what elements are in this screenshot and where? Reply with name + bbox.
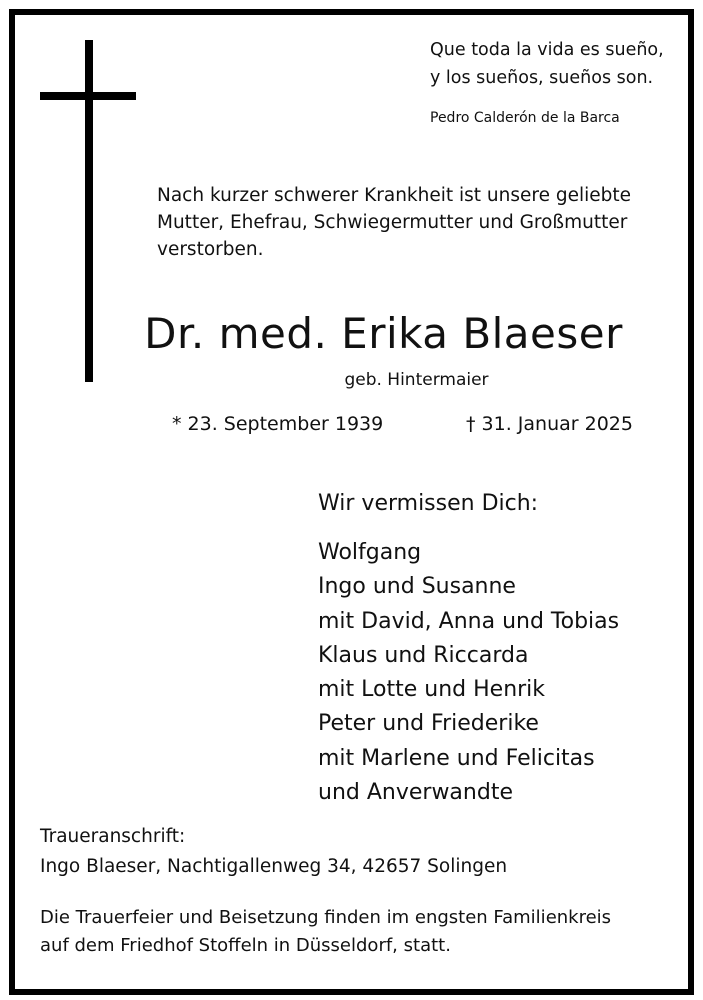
death-date: † 31. Januar 2025 — [466, 413, 633, 435]
list-item: Klaus und Riccarda — [318, 642, 529, 668]
list-item: mit David, Anna und Tobias — [318, 608, 620, 634]
deceased-name: Dr. med. Erika Blaeser — [144, 309, 623, 358]
quote-author: Pedro Calderón de la Barca — [430, 110, 620, 126]
quote-line: Que toda la vida es sueño, — [430, 40, 664, 60]
cross-horizontal-bar — [40, 92, 136, 100]
list-item: Peter und Friederike — [318, 711, 539, 737]
service-notice — [40, 904, 611, 960]
quote-line: y los sueños, sueños son. — [430, 68, 654, 88]
epigraph-quote — [430, 36, 664, 92]
list-item: mit Marlene und Felicitas — [318, 745, 595, 771]
list-item: Wolfgang — [318, 540, 422, 565]
mourning-address: Ingo Blaeser, Nachtigallenweg 34, 42657 Solingen — [40, 856, 508, 877]
list-item: mit Lotte und Henrik — [318, 677, 546, 703]
intro-text — [157, 182, 631, 263]
birth-date: * 23. September 1939 — [172, 413, 384, 435]
mourners-heading: Wir vermissen Dich: — [318, 491, 539, 516]
address-label: Traueranschrift: — [40, 826, 186, 847]
maiden-name: geb. Hintermaier — [344, 370, 489, 390]
service-line: auf dem Friedhof Stoffeln in Düsseldorf, statt. — [40, 935, 451, 956]
intro-line: Nach kurzer schwerer Krankheit ist unsere geliebte — [157, 185, 632, 206]
list-item: Ingo und Susanne — [318, 574, 516, 600]
service-line: Die Trauerfeier und Beisetzung finden im engsten Familienkreis — [40, 907, 612, 928]
intro-line: Mutter, Ehefrau, Schwiegermutter und Großmutter — [157, 212, 628, 233]
mourners-list — [318, 536, 619, 810]
list-item: und Anverwandte — [318, 780, 513, 806]
intro-line: verstorben. — [157, 239, 264, 260]
